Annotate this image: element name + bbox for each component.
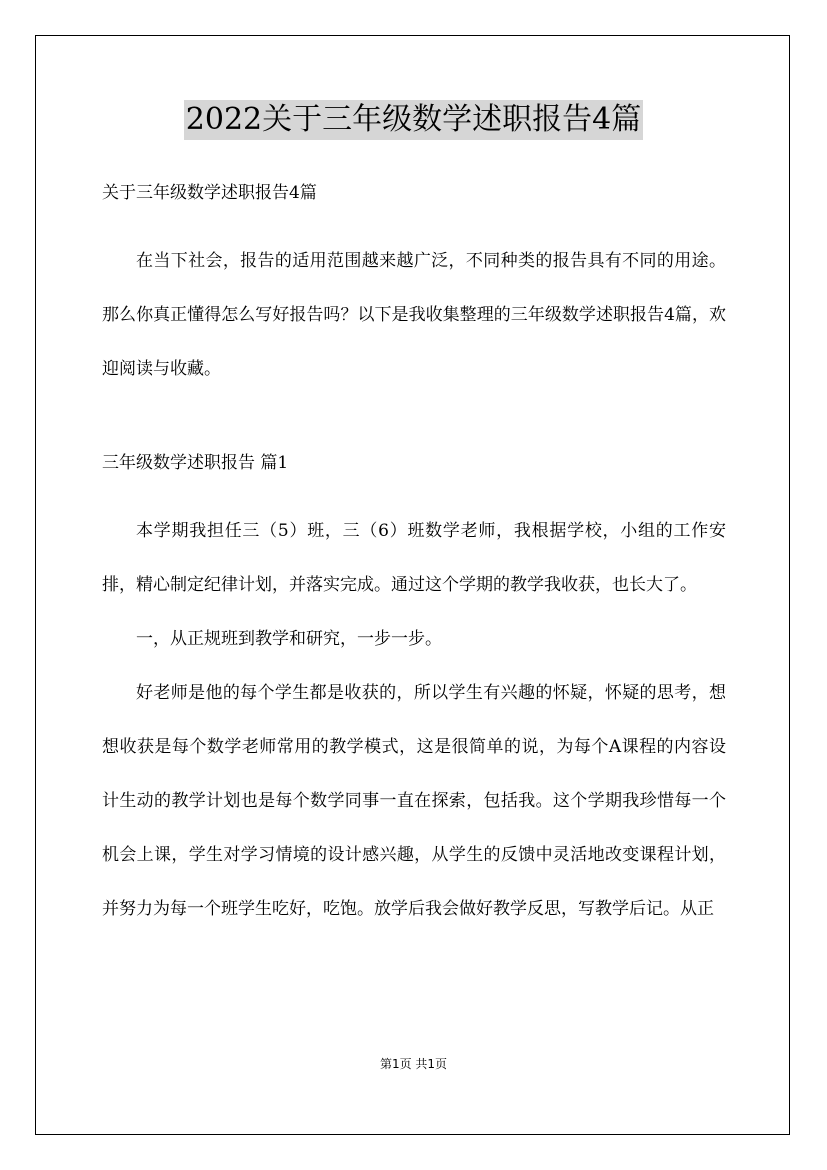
intro-paragraph: 在当下社会，报告的适用范围越来越广泛，不同种类的报告具有不同的用途。那么你真正懂得怎么写好报告吗？以下是我收集整理的三年级数学述职报告4篇，欢迎阅读与收藏。 xyxy=(102,251,726,379)
document-body xyxy=(102,180,726,936)
body-paragraph-3: 好老师是他的每个学生都是收获的，所以学生有兴趣的怀疑，怀疑的思考，想想收获是每个数学老师常用的教学模式，这是很简单的说，为每个A课程的内容设计生动的教学计划也是每个数学同事一直在探索，包括我。这个学期我珍惜每一个机会上课，学生对学习情境的设计感兴趣，从学生的反馈中灵活地改变课程计划，并努力为每一个班学生吃好，吃饱。放学后我会做好教学反思，写教学后记。从正 xyxy=(102,683,726,919)
document-title: 2022关于三年级数学述职报告4篇 xyxy=(184,100,643,140)
document-subtitle: 关于三年级数学述职报告4篇 xyxy=(102,183,317,203)
document-title-wrap xyxy=(0,100,827,140)
body-paragraph-1: 本学期我担任三（5）班，三（6）班数学老师，我根据学校，小组的工作安排，精心制定纪律计划，并落实完成。通过这个学期的教学我收获，也长大了。 xyxy=(102,521,726,595)
section-heading: 三年级数学述职报告 篇1 xyxy=(102,453,289,473)
page-footer: 第1页 共1页 xyxy=(379,1057,448,1071)
body-paragraph-2: 一，从正规班到教学和研究，一步一步。 xyxy=(136,629,442,649)
